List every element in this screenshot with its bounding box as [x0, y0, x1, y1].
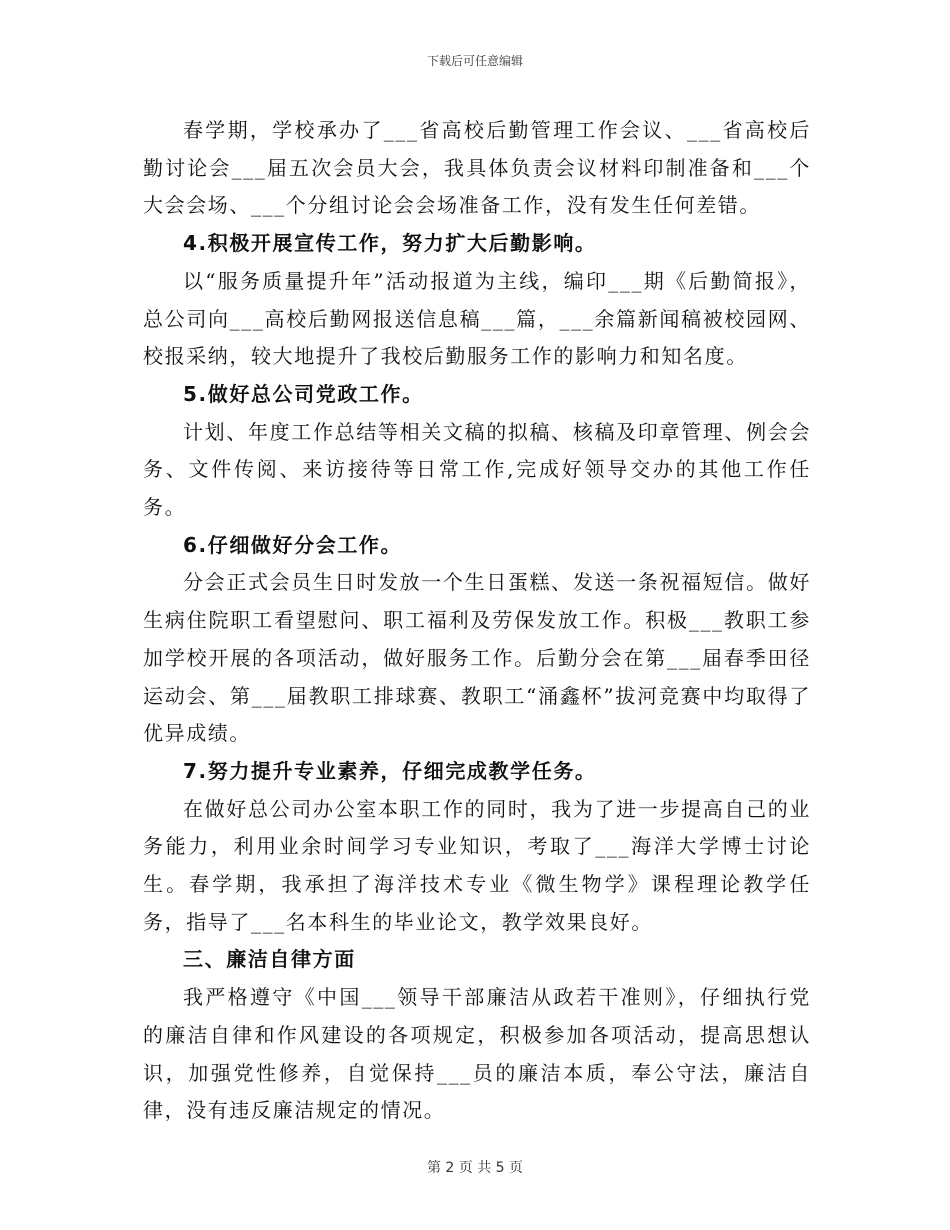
paragraph: 以“服务质量提升年”活动报道为主线，编印___期《后勤简报》，总公司向___高校后勤网报送信息稿___篇，___余篇新闻稿被校园网、校报采纳，较大地提升了我校后勤服务工作的影响力和知名度。 [143, 268, 811, 369]
section-heading: 5.做好总公司党政工作。 [183, 381, 424, 406]
paragraph: 分会正式会员生日时发放一个生日蛋糕、发送一条祝福短信。做好生病住院职工看望慰问、职工福利及劳保发放工作。积极___教职工参加学校开展的各项活动，做好服务工作。后勤分会在第___届春季田径运动会、第___届教职工排球赛、教职工“涌鑫杯”拔河竞赛中均取得了优异成绩。 [143, 570, 811, 746]
paragraph: 计划、年度工作总结等相关文稿的拟稿、核稿及印章管理、例会会务、文件传阅、来访接待等日常工作,完成好领导交办的其他工作任务。 [143, 419, 811, 520]
paragraph: 在做好总公司办公室本职工作的同时，我为了进一步提高自己的业务能力，利用业余时间学习专业知识，考取了___海洋大学博士讨论生。春学期，我承担了海洋技术专业《微生物学》课程理论教学任务，指导了___名本科生的毕业论文，教学效果良好。 [143, 796, 811, 934]
document-body [143, 112, 811, 1130]
page-number: 第 2 页 共 5 页 [426, 1160, 524, 1176]
section-heading: 4.积极开展宣传工作，努力扩大后勤影响。 [183, 231, 597, 256]
section-heading: 三、廉洁自律方面 [183, 947, 356, 972]
paragraph: 我严格遵守《中国___领导干部廉洁从政若干准则》，仔细执行党的廉洁自律和作风建设的各项规定，积极参加各项活动，提高思想认识，加强党性修养，自觉保持___员的廉洁本质，奉公守法，廉洁自律，没有违反廉洁规定的情况。 [143, 985, 811, 1123]
section-heading: 6.仔细做好分会工作。 [183, 532, 403, 557]
paragraph: 春学期，学校承办了___省高校后勤管理工作会议、___省高校后勤讨论会___届五次会员大会，我具体负责会议材料印制准备和___个大会会场、___个分组讨论会会场准备工作，没有发生任何差错。 [143, 118, 811, 218]
page-header: 下载后可任意编辑 [426, 54, 523, 68]
section-heading: 7.努力提升专业素养，仔细完成教学任务。 [183, 758, 597, 783]
